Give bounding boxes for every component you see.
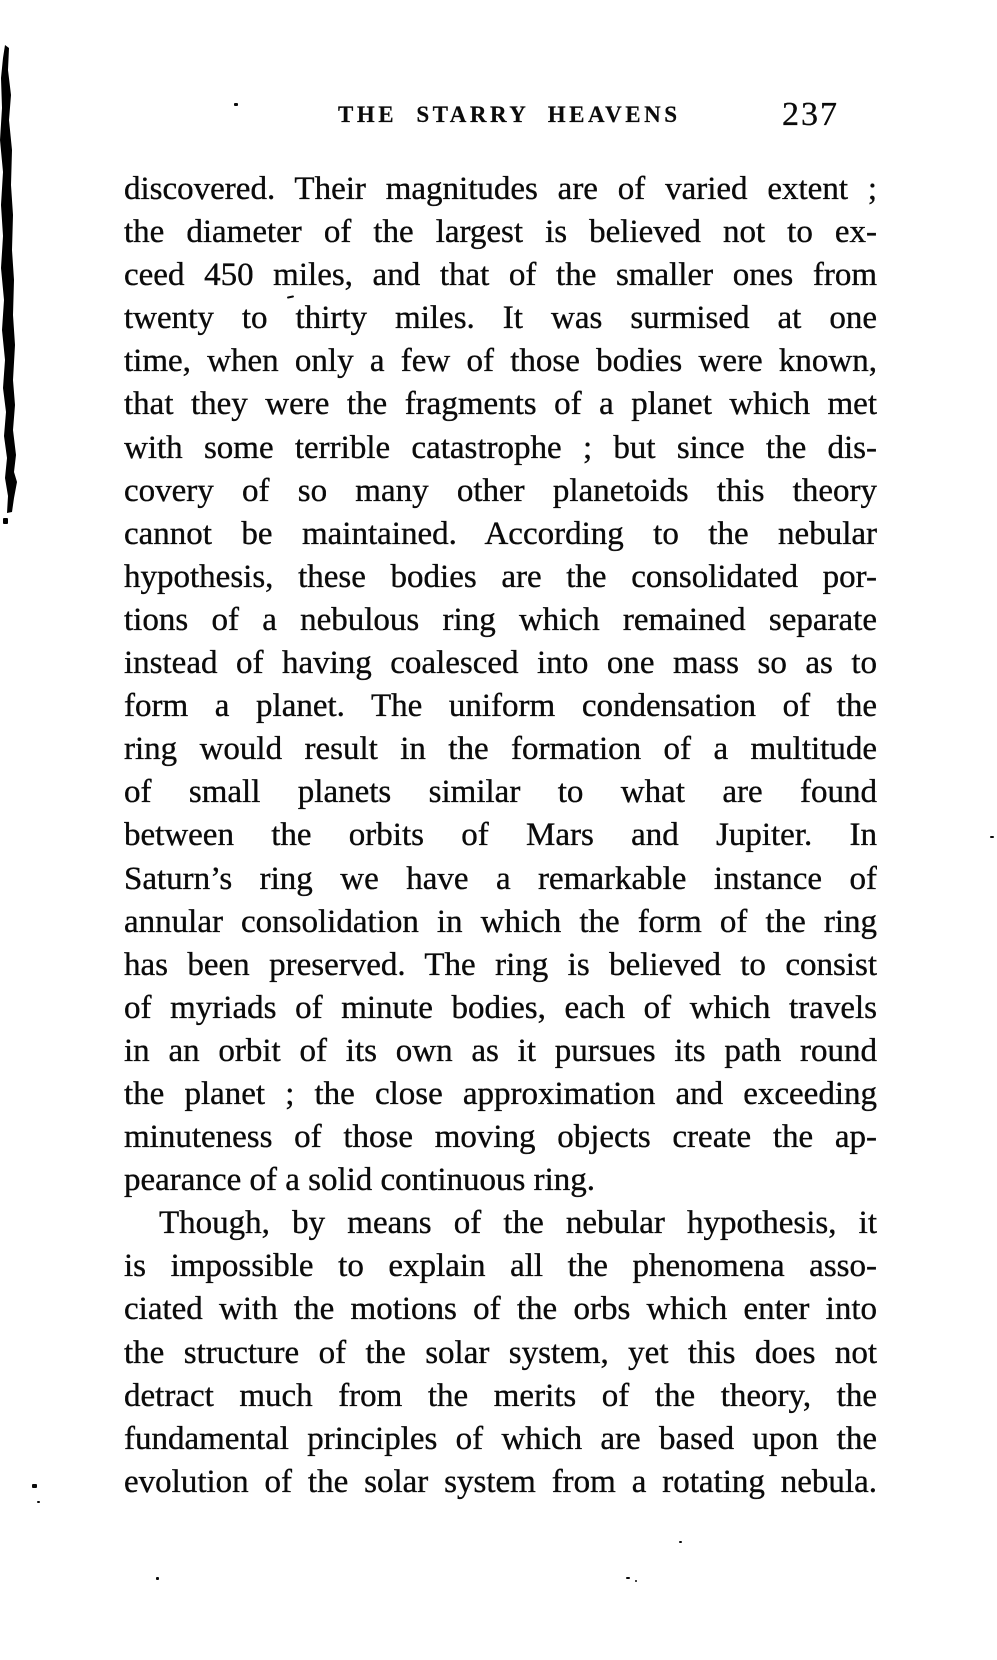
text-line: hypothesis, these bodies are the consolidated por- (124, 558, 877, 595)
text-line: that they were the fragments of a planet which met (124, 386, 877, 423)
text-line: evolution of the solar system from a rotating nebula. (124, 1463, 877, 1500)
text-line: form a planet. The uniform condensation of the (124, 688, 877, 725)
scan-speck (679, 1541, 682, 1543)
scan-speck (626, 1577, 630, 1579)
text-line: covery of so many other planetoids this theory (124, 472, 877, 509)
text-line: tions of a nebulous ring which remained separate (124, 601, 877, 638)
text-line: cannot be maintained. According to the nebular (124, 515, 877, 552)
text-line: instead of having coalesced into one mass so as to (124, 645, 877, 682)
page-number: 237 (782, 96, 839, 133)
text-line: ring would result in the formation of a multitude (124, 731, 877, 768)
text-line: fundamental principles of which are based upon the (124, 1420, 877, 1457)
text-line: in an orbit of its own as it pursues its path round (124, 1032, 877, 1069)
scan-speck (32, 1484, 37, 1488)
binding-shadow (0, 0, 30, 560)
text-line: the structure of the solar system, yet this does not (124, 1334, 877, 1371)
text-line: ceed 450 miles, and that of the smaller ones from (124, 257, 877, 294)
scan-speck (234, 103, 238, 106)
page-body (124, 168, 877, 1504)
text-line: between the orbits of Mars and Jupiter. In (124, 817, 877, 854)
text-line: annular consolidation in which the form of the ring (124, 903, 877, 940)
scan-speck (990, 836, 994, 838)
text-line: of small planets similar to what are found (124, 774, 877, 811)
running-title: THE STARRY HEAVENS (338, 102, 681, 127)
text-line: Though, by means of the nebular hypothesis, it (159, 1205, 877, 1242)
text-line: time, when only a few of those bodies were known, (124, 343, 877, 380)
text-line: of myriads of minute bodies, each of which travels (124, 989, 877, 1026)
text-line: is impossible to explain all the phenomena asso- (124, 1248, 877, 1285)
scan-speck (156, 1577, 159, 1580)
text-line: has been preserved. The ring is believed to consist (124, 946, 877, 983)
scan-speck (635, 1580, 637, 1582)
text-line: the diameter of the largest is believed not to ex- (124, 214, 877, 251)
text-line: detract much from the merits of the theory, the (124, 1377, 877, 1414)
text-line: discovered. Their magnitudes are of varied extent ; (124, 171, 877, 207)
scan-speck (37, 1501, 40, 1503)
text-line: minuteness of those moving objects create the ap- (124, 1119, 877, 1156)
text-line: pearance of a solid continuous ring. (124, 1162, 596, 1199)
text-line: Saturn’s ring we have a remarkable instance of (124, 860, 877, 897)
text-line: twenty to thirty miles. It was surmised at one (124, 300, 877, 337)
text-line: with some terrible catastrophe ; but since the dis- (124, 429, 877, 466)
text-line: ciated with the motions of the orbs which enter into (124, 1291, 877, 1328)
text-line: the planet ; the close approximation and exceeding (124, 1075, 877, 1112)
